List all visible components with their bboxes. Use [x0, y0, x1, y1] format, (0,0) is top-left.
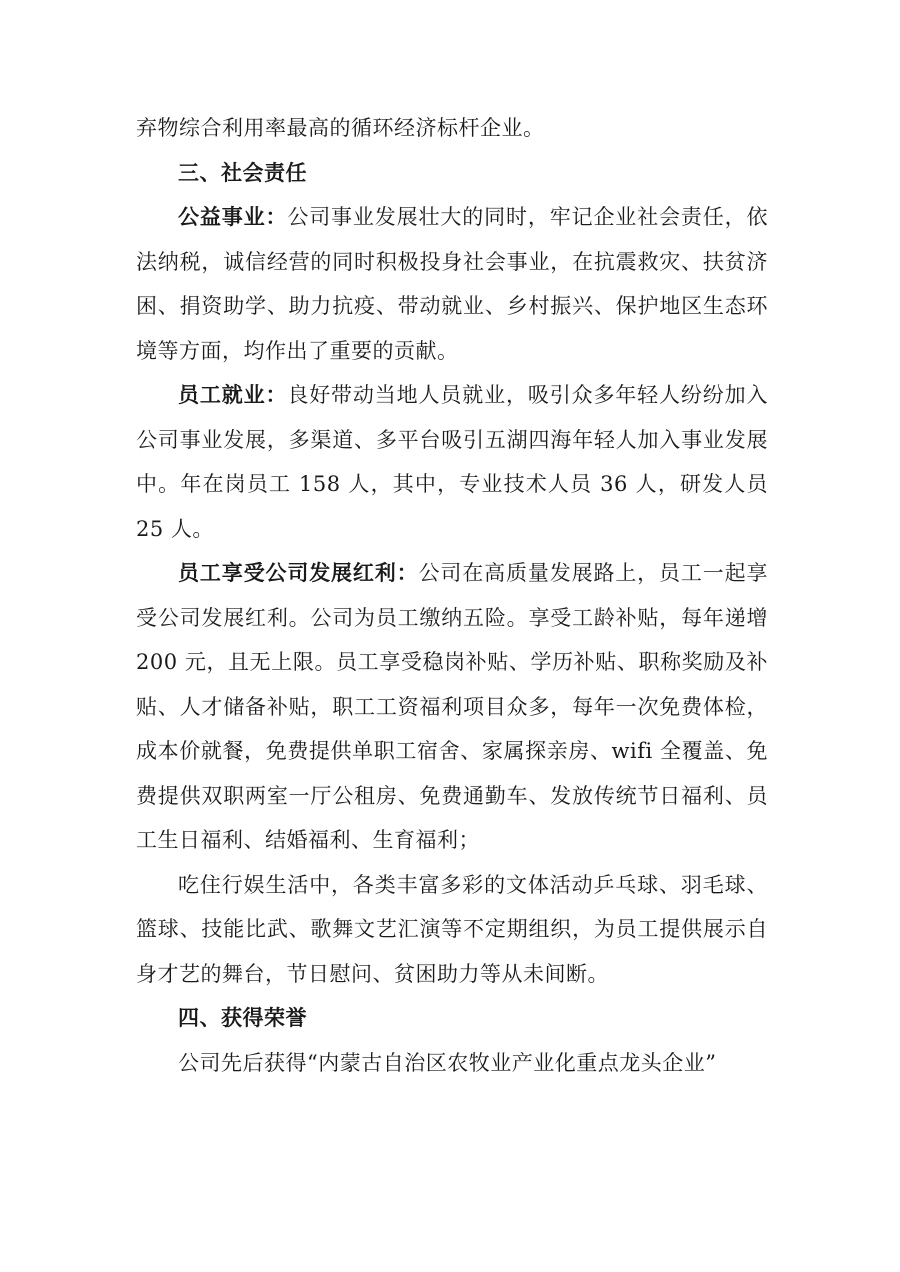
paragraph-public-welfare	[136, 195, 768, 373]
employment-lead: 员工就业：	[178, 383, 288, 407]
paragraph-leisure-life: 吃住行娱生活中，各类丰富多彩的文体活动乒乓球、羽毛球、篮球、技能比武、歌舞文艺汇演等不定期组织，为员工提供展示自身才艺的舞台，节日慰问、贫困助力等从未间断。	[136, 872, 768, 986]
section-heading-honors: 四、获得荣誉	[178, 1006, 307, 1030]
employee-dividend-lead: 员工享受公司发展红利：	[178, 561, 419, 585]
employment-text: 良好带动当地人员就业，吸引众多年轻人纷纷加入公司事业发展，多渠道、多平台吸引五湖四海年轻人加入事业发展中。年在岗员工 158 人，其中，专业技术人员 36 人，研发人员 25 人。	[136, 383, 768, 541]
public-welfare-text: 公司事业发展壮大的同时，牢记企业社会责任，依法纳税，诚信经营的同时积极投身社会事业，在抗震救灾、扶贫济困、捐资助学、助力抗疫、带动就业、乡村振兴、保护地区生态环境等方面，均作出了重要的贡献。	[136, 205, 768, 363]
public-welfare-lead: 公益事业：	[178, 205, 288, 229]
paragraph-continuation: 弃物综合利用率最高的循环经济标杆企业。	[136, 116, 545, 140]
document-body	[136, 106, 768, 1085]
paragraph-employee-dividend	[136, 551, 768, 863]
employee-dividend-text: 公司在高质量发展路上，员工一起享受公司发展红利。公司为员工缴纳五险。享受工龄补贴，每年递增 200 元，且无上限。员工享受稳岗补贴、学历补贴、职称奖励及补贴、人才储备补贴，职工工资福利项目众多，每年一次免费体检，成本价就餐，免费提供单职工宿舍、家属探亲房、wifi 全覆盖、免费提供双职两室一厅公租房、免费通勤车、发放传统节日福利、员工生日福利、结婚福利、生育福利；	[136, 561, 769, 852]
section-heading-social-responsibility: 三、社会责任	[178, 160, 307, 185]
paragraph-employment	[136, 373, 768, 551]
paragraph-honors: 公司先后获得“内蒙古自治区农牧业产业化重点龙头企业”	[178, 1050, 717, 1075]
